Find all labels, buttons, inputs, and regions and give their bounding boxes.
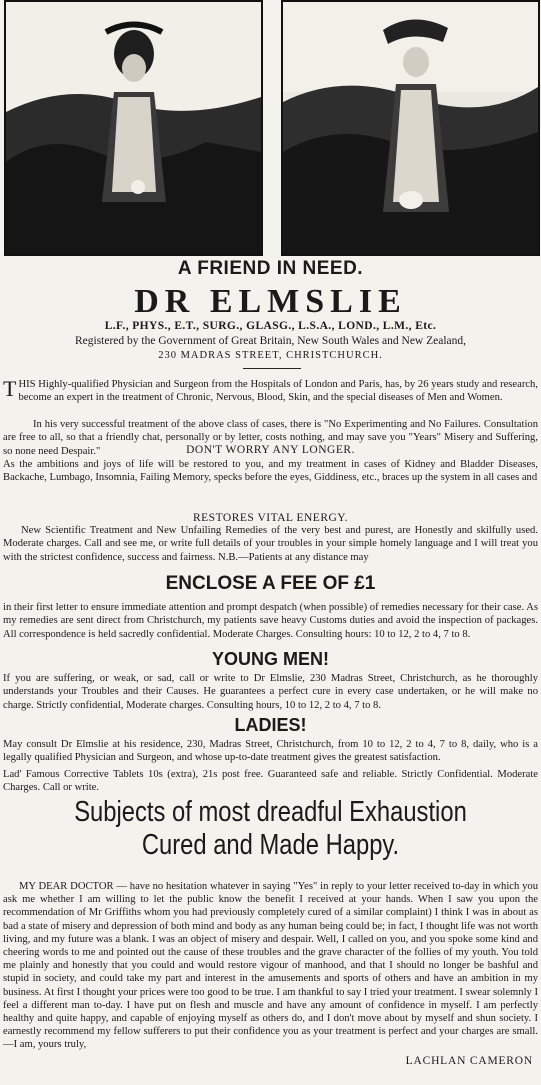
drop-cap: T bbox=[3, 376, 17, 401]
doctor-name-title: DR ELMSLIE bbox=[134, 283, 407, 320]
testimonial-letter: MY DEAR DOCTOR — have no hesitation whatever in saying "Yes" in reply to your letter received to-day in which you ask me whether I am willing to let the public know the benefit I received at your hands. When I saw you upon the recommendation of Mr Griffiths whom you had previously completely cured of a similar complaint) I think I was in about as bad a state of misery and depression of both mind and body as any human being could be; in fact, I thought life was not worth living, and my future was a blank. I was an object of misery and despair. Well, I called on you, and you spoke some kind and cheering words to me and pointed out the cause of these troubles and the grave character of the follies of my youth. You told me plainly and honestly that you could and would restore vigour of manhood, and that I should no longer be bashful and stupid in society, and could take my part and interest in the amusements and sports of others and have an ambition in my business. At first I thought your prices were too good to be true. I am thankful to say I tried your treatment. I swear solemnly I feel a different man to-day. I have put on flesh and muscle and have any amount of confidence in myself. I am perfectly healthy and quite happy, and capable of enjoying myself as others do, and I don't move about by myself and shun society. I earnestly recommend my fellow sufferers to put their confidence you as your treatment is perfect and your charges are small.—I am, yours truly, bbox=[3, 881, 538, 1051]
young-men-paragraph: If you are suffering, or weak, or sad, call or write to Dr Elmslie, 230 Madras Street, Christchurch, as he thoroughly understands your Troubles and their Causes. He guarantees a perfect cure in every case undertaken, or he will make no charge. Strictly confidential, Moderate charges. Consulting hours, 10 to 12, 2 to 4, 7 to 8. bbox=[3, 673, 538, 711]
fee-paragraph: in their first letter to ensure immediate attention and prompt despatch (when possible) of remedies necessary for their case. As my remedies are sent direct from Christchurch, my patients save heavy Customs duties and avoid the inspection of packages. All correspondence is held sacredly confidential. Moderate Charges. Consulting hours: 10 to 12, 2 to 4, 7 to 8. bbox=[3, 602, 538, 640]
testimonial-headline: Subjects of most dreadful Exhaustion Cured and Made Happy. bbox=[74, 796, 467, 861]
friend-in-need-heading: A FRIEND IN NEED. bbox=[177, 258, 364, 279]
restores-energy-subheading: RESTORES VITAL ENERGY. bbox=[192, 512, 348, 524]
illustration-woman-right bbox=[281, 0, 540, 256]
divider-rule bbox=[243, 368, 301, 369]
woodcut-right-image bbox=[283, 2, 538, 254]
qualifications-line: L.F., PHYS., E.T., SURG., GLASG., L.S.A., LOND., L.M., Etc. bbox=[104, 320, 437, 332]
ladies-heading: LADIES! bbox=[234, 715, 307, 735]
ambitions-paragraph: As the ambitions and joys of life will be restored to you, and my treatment in cases of Kidney and Bladder Diseases, Backache, Lumbago, Insomnia, Failing Memory, specks before the eyes, Giddiness, etc., braces up the system in all cases and bbox=[3, 459, 538, 484]
dont-worry-subheading: DON'T WORRY ANY LONGER. bbox=[186, 444, 355, 456]
ladies-paragraph: May consult Dr Elmslie at his residence, 230, Madras Street, Christchurch, from 10 to 12, 2 to 4, 7 to 8, daily, who is a legally qualified Physician and Surgeon, and whose up-to-date treatment gives the greatest satisfaction. bbox=[3, 739, 538, 764]
woodcut-left-image bbox=[6, 2, 261, 254]
tablets-paragraph: Lad' Famous Corrective Tablets 10s (extra), 21s post free. Guaranteed safe and reliable. Strictly Confidential. Moderate Charges. Call or write. bbox=[3, 769, 538, 794]
treatment-paragraph: In his very successful treatment of the above class of cases, there is "No Experimenting and No Failures. Consultation are free to all, so that a friendly chat, personally or by letter, costs nothing, and may save you "Years" Misery and Suffering, so none need Despair." bbox=[3, 419, 538, 457]
intro-paragraph bbox=[3, 378, 538, 405]
intro-text: HIS Highly-qualified Physician and Surgeon from the Hospitals of London and Paris, has, by 26 years study and research, become an expert in the treatment of Chronic, Nervous, Blood, Skin, and the special diseases of Men and Women. bbox=[18, 379, 538, 404]
scientific-treatment-paragraph: New Scientific Treatment and New Unfailing Remedies of the very best and purest, are Honestly and skilfully used. Moderate charges. Call and see me, or write full details of your troubles in your simple homely language and I will treat you with the strictest confidence, success and fairness. N.B.—Patients at any distance may bbox=[3, 525, 538, 563]
testimonial-signature: LACHLAN CAMERON bbox=[405, 1055, 533, 1067]
young-men-heading: YOUNG MEN! bbox=[212, 649, 329, 669]
enclose-fee-heading: ENCLOSE A FEE OF £1 bbox=[165, 573, 376, 594]
address-line: 230 MADRAS STREET, CHRISTCHURCH. bbox=[158, 350, 383, 361]
registration-line: Registered by the Government of Great Britain, New South Wales and New Zealand, bbox=[74, 335, 467, 347]
illustration-woman-left bbox=[4, 0, 263, 256]
